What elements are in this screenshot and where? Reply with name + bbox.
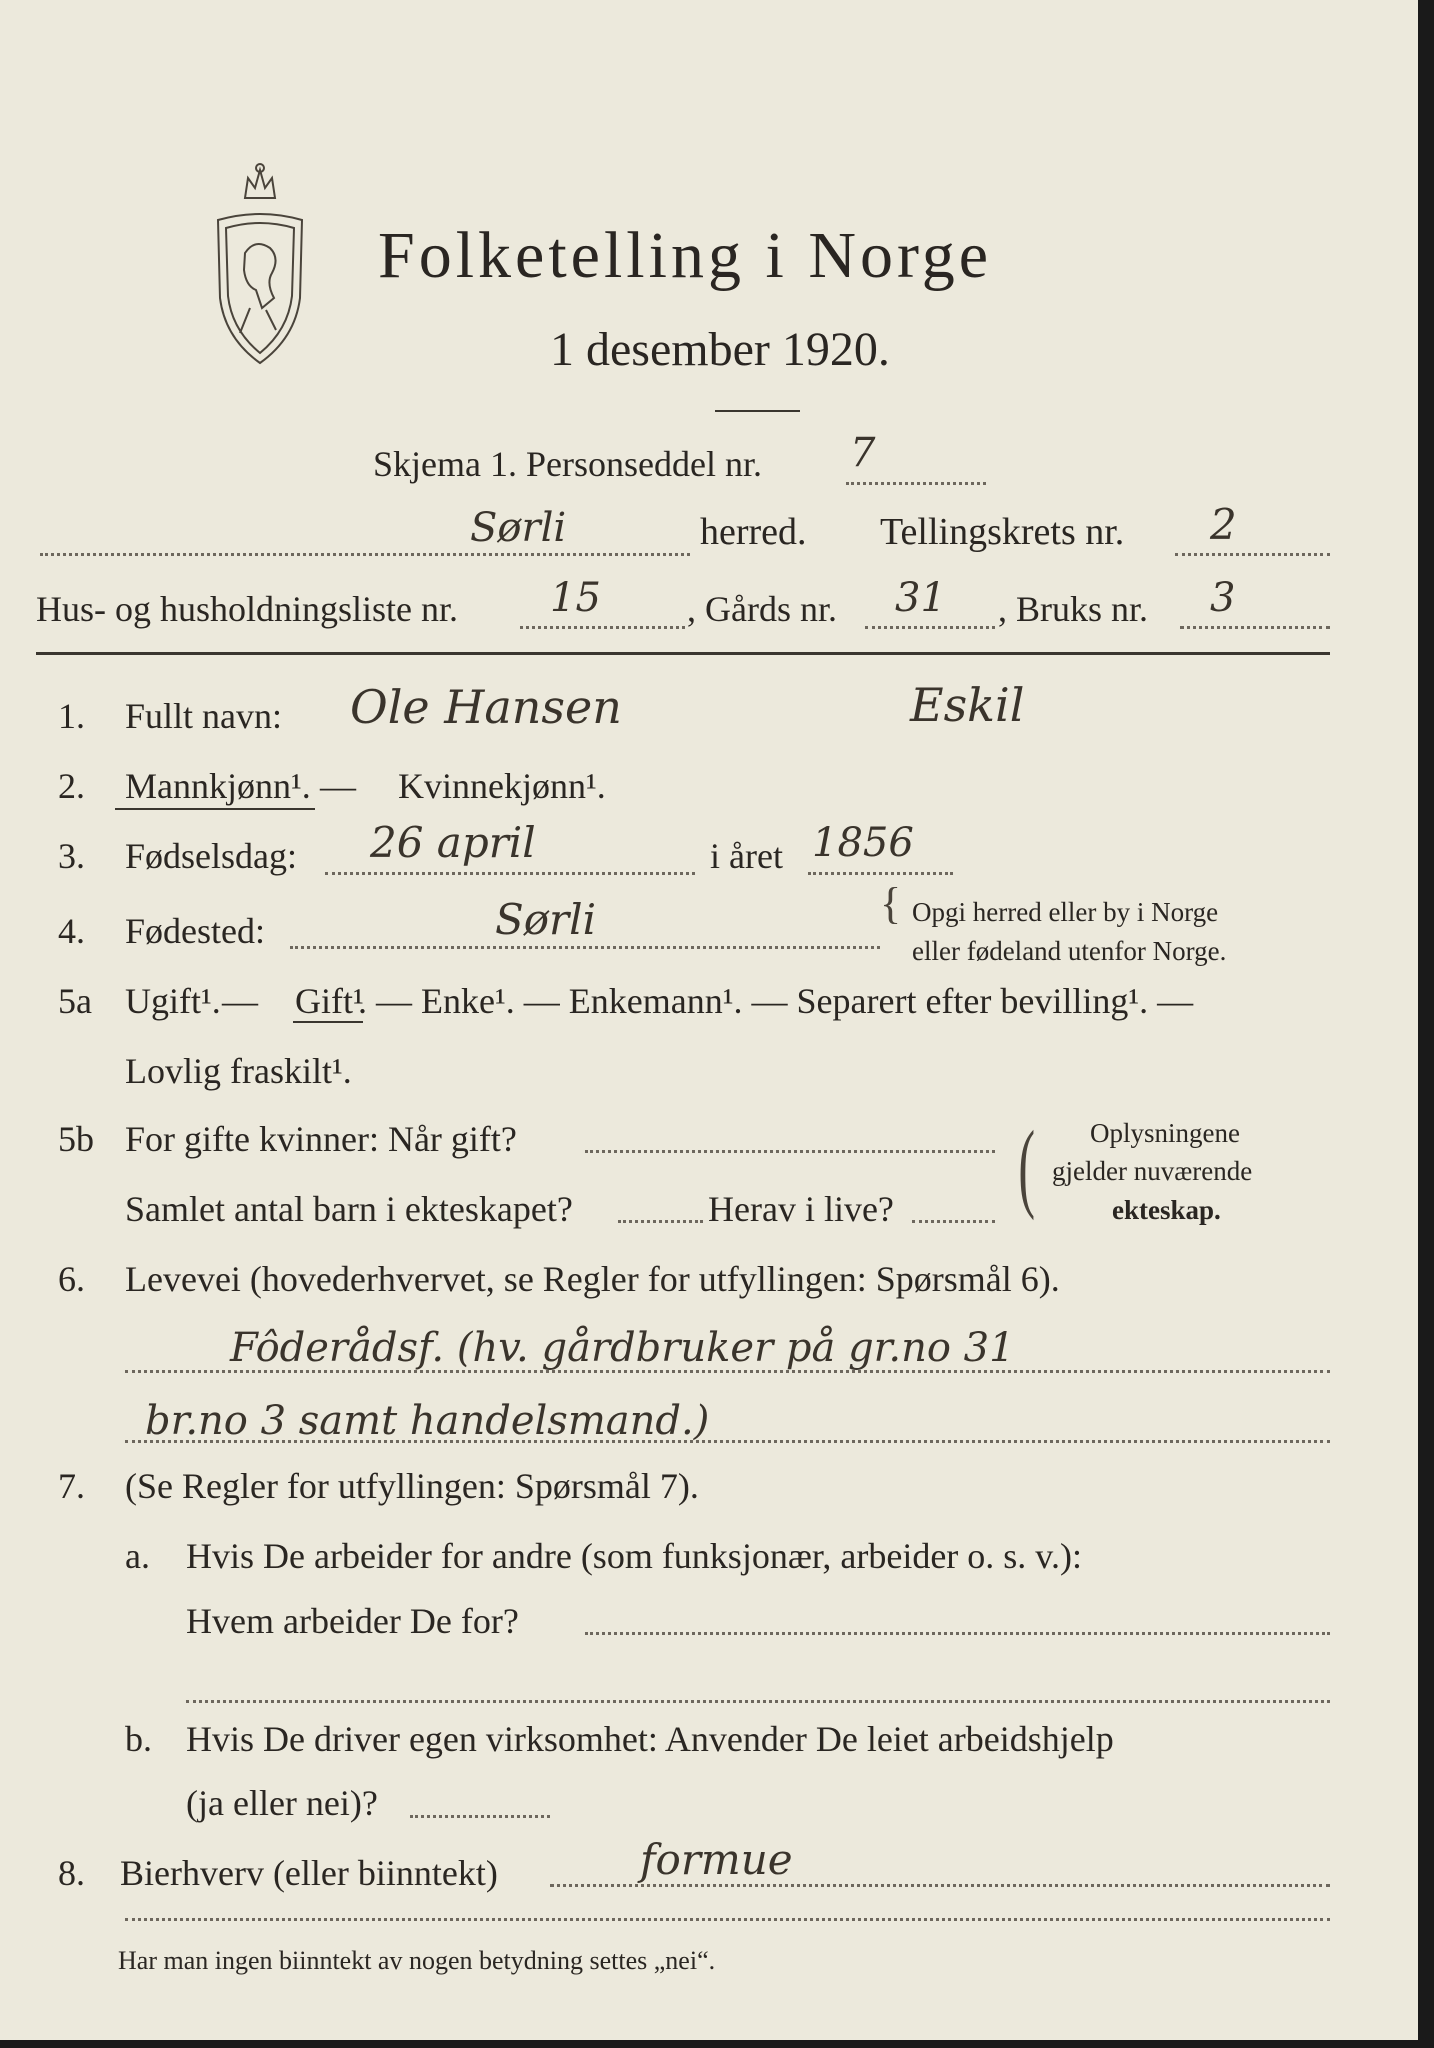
q5b-bracket: ( [1018, 1110, 1035, 1221]
q5b-note-2: gjelder nuværende [1052, 1156, 1253, 1186]
q3-day-line [325, 872, 695, 875]
q5b-label-2: Samlet antal barn i ekteskapet? [125, 1189, 573, 1229]
q3-year-label: i året [710, 836, 783, 876]
q4-number: 4. [58, 911, 85, 951]
form-title: Folketelling i Norge [378, 219, 993, 292]
q2-male[interactable]: Mannkjønn¹. [125, 766, 311, 806]
tellingskrets-label: Tellingskrets nr. [880, 511, 1125, 553]
q2-number: 2. [58, 766, 85, 806]
q1-number: 1. [58, 696, 85, 736]
q8-value[interactable]: formue [640, 1835, 793, 1884]
q5b-note-1: Oplysningene [1090, 1118, 1240, 1148]
personseddel-line [846, 482, 986, 485]
q2-male-underline [115, 808, 315, 810]
gards-line [865, 626, 995, 629]
q7a-number: a. [125, 1536, 150, 1576]
q7b-label: Hvis De driver egen virksomhet: Anvender De leiet arbeidshjelp [186, 1719, 1114, 1759]
tellingskrets-line [1175, 553, 1330, 556]
q5b-number: 5b [58, 1119, 94, 1159]
gards-nr[interactable]: 31 [895, 575, 946, 621]
q7a-question: Hvem arbeider De for? [186, 1601, 519, 1641]
q8-number: 8. [58, 1853, 85, 1893]
q3-year-line [808, 872, 953, 875]
q3-year[interactable]: 1856 [812, 820, 914, 866]
bruks-line [1180, 626, 1330, 629]
q5b-note-3: ekteskap. [1112, 1195, 1221, 1225]
q4-brace: { [880, 879, 902, 928]
q7a-label: Hvis De arbeider for andre (som funksjonær, arbeider o. s. v.): [186, 1536, 1082, 1576]
q8-line [550, 1884, 1330, 1887]
q4-value[interactable]: Sørli [495, 895, 597, 944]
skjema-label: Skjema 1. Personseddel nr. [373, 444, 762, 484]
bruks-nr[interactable]: 3 [1210, 575, 1236, 621]
q6-answer-2[interactable]: br.no 3 samt handelsmand.) [145, 1398, 710, 1444]
bruks-label: , Bruks nr. [998, 589, 1149, 629]
q1-label: Fullt navn: [125, 696, 283, 736]
q7-label: (Se Regler for utfyllingen: Spørsmål 7). [125, 1466, 699, 1506]
hus-label: Hus- og husholdningsliste nr. [36, 589, 459, 629]
q8-line-2[interactable] [125, 1918, 1330, 1921]
hus-nr[interactable]: 15 [550, 575, 601, 621]
q5a-rest[interactable]: . — Enke¹. — Enkemann¹. — Separert efter bevilling¹. — [358, 981, 1194, 1021]
q2-female[interactable]: Kvinnekjønn¹. [398, 766, 606, 806]
q5a-sep: — [222, 981, 258, 1021]
herred-value[interactable]: Sørli [470, 505, 567, 551]
title-divider [715, 410, 800, 412]
q5b-alive-line[interactable] [912, 1220, 995, 1223]
form-date: 1 desember 1920. [550, 323, 890, 376]
tellingskrets-nr[interactable]: 2 [1210, 500, 1237, 549]
q4-note-2: eller fødeland utenfor Norge. [912, 936, 1227, 966]
herred-label: herred. [700, 511, 807, 553]
hus-line [520, 626, 685, 629]
q5a-number: 5a [58, 981, 92, 1021]
q4-note-1: Opgi herred eller by i Norge [912, 897, 1219, 927]
q7b-line[interactable] [410, 1815, 550, 1818]
q3-label: Fødselsdag: [125, 836, 298, 876]
q7-number: 7. [58, 1466, 85, 1506]
footer-note: Har man ingen biinntekt av nogen betydning settes „nei“. [118, 1946, 716, 1975]
q7b-number: b. [125, 1719, 152, 1759]
q5b-label-3: Herav i live? [708, 1189, 894, 1229]
q1-first-name[interactable]: Ole Hansen [350, 680, 622, 734]
q5a-ugift[interactable]: Ugift¹. [125, 981, 221, 1021]
q4-label: Fødested: [125, 911, 265, 951]
q6-answer-1[interactable]: Fôderådsf. (hv. gårdbruker på gr.no 31 [230, 1325, 1015, 1371]
q7a-line-2[interactable] [186, 1700, 1330, 1703]
q1-last-name[interactable]: Eskil [910, 678, 1025, 732]
q5a-gift-underline [293, 1021, 363, 1023]
q3-day[interactable]: 26 april [370, 818, 536, 867]
personseddel-nr[interactable]: 7 [850, 430, 876, 476]
q5b-label-1: For gifte kvinner: Når gift? [125, 1119, 517, 1159]
header-rule [36, 652, 1330, 655]
q4-line [290, 946, 880, 949]
q6-number: 6. [58, 1259, 85, 1299]
q6-label: Levevei (hovederhvervet, se Regler for utfyllingen: Spørsmål 6). [125, 1259, 1060, 1299]
q5a-line2[interactable]: Lovlig fraskilt¹. [125, 1051, 352, 1091]
q5b-when-line[interactable] [585, 1150, 995, 1153]
gards-label: , Gårds nr. [687, 589, 837, 629]
coat-of-arms-icon [200, 158, 320, 368]
q7b-question: (ja eller nei)? [186, 1783, 378, 1823]
q8-label: Bierhverv (eller biinntekt) [120, 1853, 498, 1893]
q5a-gift[interactable]: Gift¹ [295, 981, 364, 1021]
q7a-line-1[interactable] [585, 1632, 1330, 1635]
q2-sep: — [320, 766, 356, 806]
q5b-children-line[interactable] [618, 1220, 703, 1223]
herred-line [40, 553, 690, 556]
q3-number: 3. [58, 836, 85, 876]
